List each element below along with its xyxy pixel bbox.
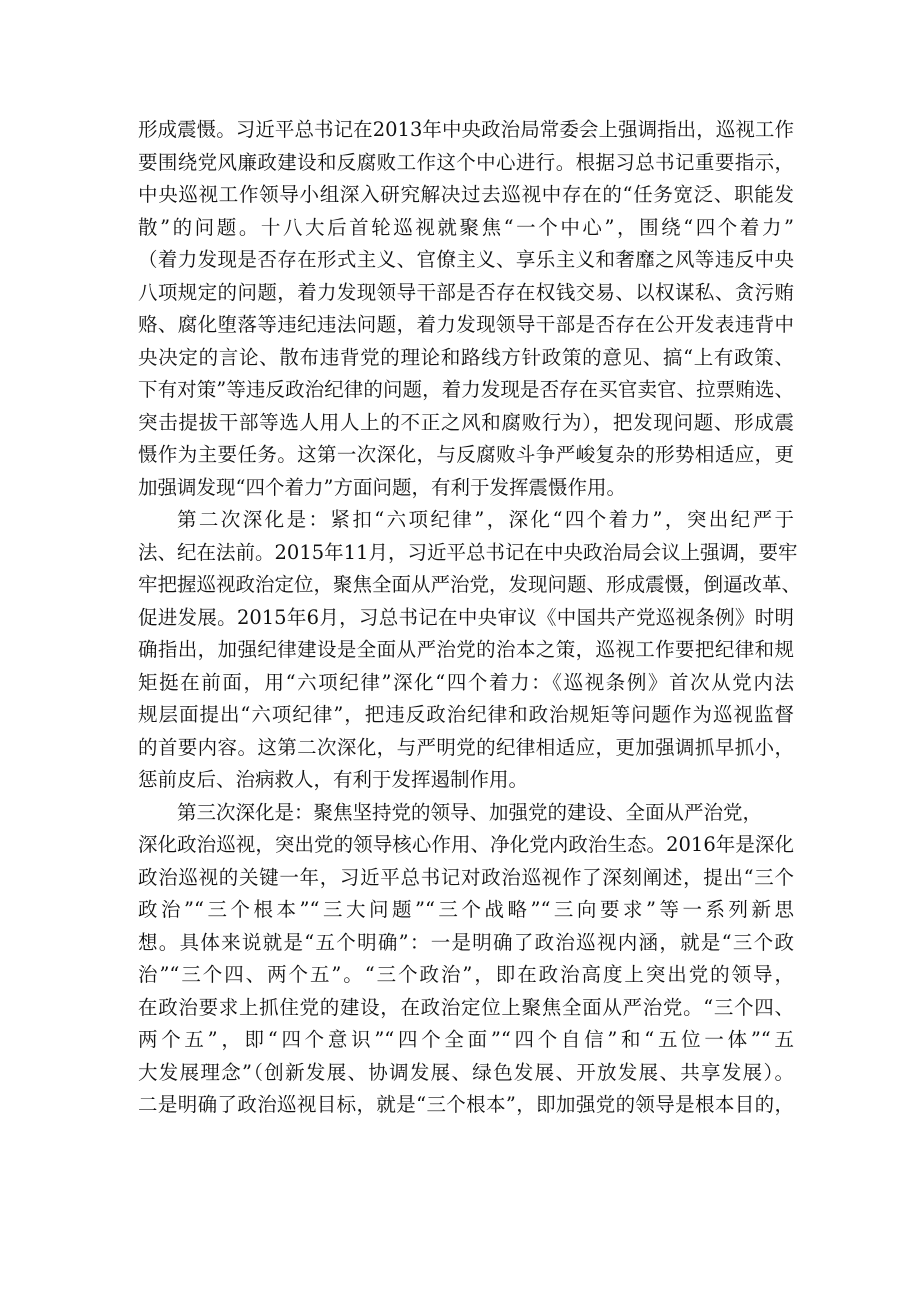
text-line: 第三次深化是：聚焦坚持党的领导、加强党的建设、全面从严治党， xyxy=(177,800,763,824)
text-line: （着力发现是否存在形式主义、官僚主义、享乐主义和奢靡之风等违反中央 xyxy=(138,248,794,271)
text-line: 的首要内容。这第二次深化，与严明党的纪律相适应，更加强调抓早抓小， xyxy=(138,735,794,759)
document-body xyxy=(138,114,802,1122)
text-line: 要围绕党风廉政建设和反腐败工作这个中心进行。根据习总书记重要指示， xyxy=(138,150,794,174)
text-line: 慑作为主要任务。这第一次深化，与反腐败斗争严峻复杂的形势相适应，更 xyxy=(138,443,794,466)
text-line: 惩前皮后、治病救人，有利于发挥遏制作用。 xyxy=(138,768,529,791)
text-line: 突击提拔干部等选人用人上的不正之风和腐败行为），把发现问题、形成震 xyxy=(138,410,794,434)
text-line: 深化政治巡视，突出党的领导核心作用、净化党内政治生态。2016年是深化 xyxy=(138,833,794,856)
text-line: 治”“三个四、两个五”。“三个政治”，即在政治高度上突出党的领导， xyxy=(138,963,794,986)
text-line: 形成震慑。习近平总书记在2013年中央政治局常委会上强调指出，巡视工作 xyxy=(138,118,794,141)
text-line: 矩挺在前面，用“六项纪律”深化“四个着力：《巡视条例》首次从党内法 xyxy=(138,670,794,694)
text-line: 政治”“三个根本”“三大问题”“三个战略”“三向要求”等一系列新思 xyxy=(138,898,794,921)
text-line: 政治巡视的关键一年，习近平总书记对政治巡视作了深刻阐述，提出“三个 xyxy=(138,865,794,889)
text-line: 第二次深化是：紧扣“六项纪律”，深化“四个着力”，突出纪严于 xyxy=(177,508,794,531)
text-line: 两个五”，即“四个意识”“四个全面”“四个自信”和“五位一体”“五 xyxy=(138,1028,794,1051)
text-line: 法、纪在法前。2015年11月，习近平总书记在中央政治局会议上强调，要牢 xyxy=(138,540,798,564)
paragraph-3 xyxy=(138,797,794,1122)
text-line: 大发展理念”（创新发展、协调发展、绿色发展、开放发展、共享发展）。 xyxy=(138,1060,794,1084)
text-line: 二是明确了政治巡视目标，就是“三个根本”，即加强党的领导是根本目的， xyxy=(138,1093,794,1116)
text-line: 确指出，加强纪律建设是全面从严治党的治本之策，巡视工作要把纪律和规 xyxy=(138,638,794,661)
text-line: 牢把握巡视政治定位，聚焦全面从严治党，发现问题、形成震慑，倒逼改革、 xyxy=(138,573,802,596)
text-line: 在政治要求上抓住党的建设，在政治定位上聚焦全面从严治党。“三个四、 xyxy=(138,995,794,1019)
text-line: 八项规定的问题，着力发现领导干部是否存在权钱交易、以权谋私、贪污贿 xyxy=(138,280,794,304)
text-line: 促进发展。2015年6月，习总书记在中央审议《中国共产党巡视条例》时明 xyxy=(138,605,794,629)
text-line: 想。具体来说就是“五个明确”：一是明确了政治巡视内涵，就是“三个政 xyxy=(138,930,794,954)
text-line: 散”的问题。十八大后首轮巡视就聚焦“一个中心”，围绕“四个着力” xyxy=(138,215,794,239)
text-line: 赂、腐化堕落等违纪违法问题，着力发现领导干部是否存在公开发表违背中 xyxy=(138,313,794,336)
text-line: 央决定的言论、散布违背党的理论和路线方针政策的意见、搞“上有政策、 xyxy=(138,345,794,369)
text-line: 加强调发现“四个着力”方面问题，有利于发挥震慑作用。 xyxy=(138,475,626,499)
text-line: 规层面提出“六项纪律”，把违反政治纪律和政治规矩等问题作为巡视监督 xyxy=(138,703,794,726)
paragraph-2 xyxy=(138,504,802,797)
text-line: 下有对策”等违反政治纪律的问题，着力发现是否存在买官卖官、拉票贿选、 xyxy=(138,378,794,401)
paragraph-1 xyxy=(138,114,794,504)
text-line: 中央巡视工作领导小组深入研究解决过去巡视中存在的“任务宽泛、职能发 xyxy=(138,183,794,206)
